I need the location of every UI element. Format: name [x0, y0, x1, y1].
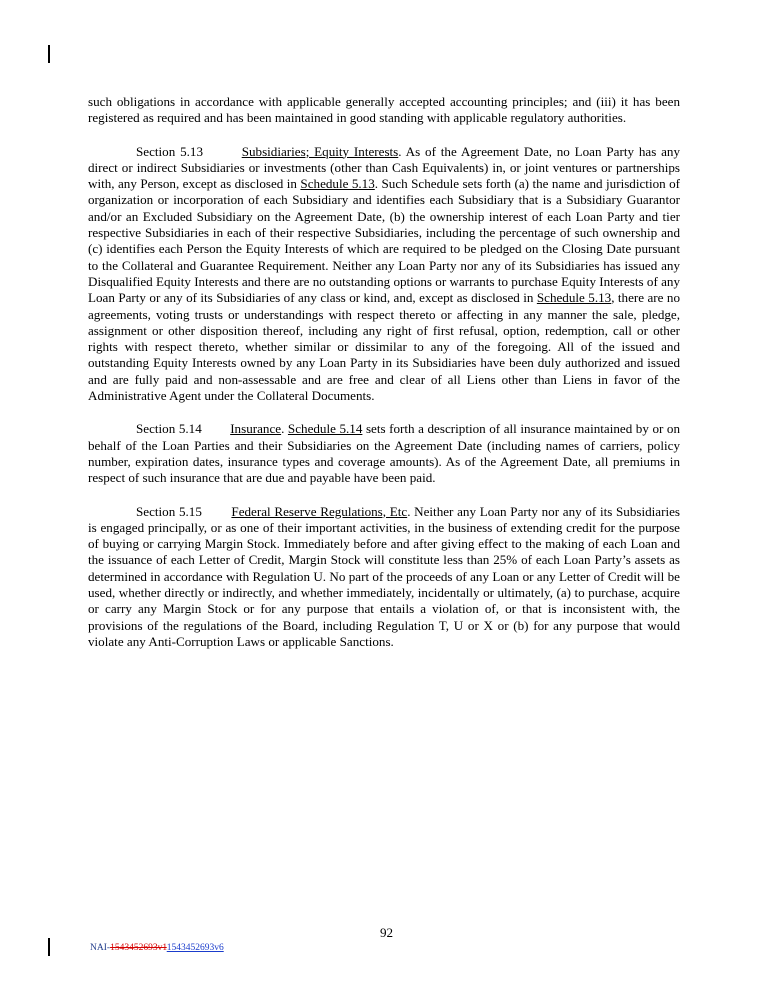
section-title: Federal Reserve Regulations, Etc: [231, 503, 408, 519]
section-text: , there are no agreements, voting trusts or understandings with respect thereto or affecting in any manner the sale, pledge, assignment or other disposition thereof, including any right of first refusal, option, redemption, call or other rights with respect thereto, whether similar or dissimilar to any of the foregoing. All of the issued and outstanding Equity Interests owned by any Loan Party in its Subsidiaries have been duly authorized and issued and are fully paid and non-assessable and are free and clear of all Liens other than Liens in favor of the Administrative Agent under the Collateral Documents.: [88, 290, 680, 404]
section-text: . Neither any Loan Party nor any of its Subsidiaries is engaged principally, or as one of their important activities, in the business of extending credit for the purpose of buying or carrying Margin Stock. Immediately before and after giving effect to the making of each Loan and the issuance of each Letter of Credit, Margin Stock will constitute less than 25% of each Loan Party’s assets as determined in accordance with Regulation U. No part of the proceeds of any Loan or any Letter of Credit will be used, whether directly or indirectly, and whether immediately, incidentally or ultimately, (a) to purchase, acquire or carry any Margin Stock or for any purpose that entails a violation of, or that is inconsistent with, the provisions of the regulations of the Board, including Regulation T, U or X or (b) for any purpose that would violate any Anti-Corruption Laws or applicable Sanctions.: [88, 503, 681, 649]
page-number: 92: [379, 925, 394, 940]
schedule-reference: Schedule 5.14: [287, 421, 363, 437]
section-title: Subsidiaries; Equity Interests: [241, 143, 399, 159]
intro-paragraph: such obligations in accordance with applicable generally accepted accounting principles; and (iii) it has been registered as required and has been maintained in good standing with applicable regulatory authorities.: [88, 94, 680, 126]
section-5-15: [88, 504, 680, 651]
doc-id-prefix: NAI-: [90, 943, 111, 953]
doc-id-deleted: 1543452693v1: [110, 943, 167, 953]
section-text: sets forth a description of all insurance maintained by or on behalf of the Loan Parties and their Subsidiaries on the Agreement Date (including names of carriers, policy number, expiration dates, insurance types and coverage amounts). As of the Agreement Date, all premiums in respect of such insurance that are due and payable have been paid.: [88, 421, 681, 486]
schedule-reference: Schedule 5.13: [536, 290, 612, 306]
body-text: [88, 94, 680, 667]
section-number: Section 5.13: [136, 143, 204, 159]
section-5-13: [88, 144, 680, 405]
section-text: .: [281, 421, 288, 437]
section-5-14: [88, 421, 680, 486]
doc-id-inserted: 1543452693v6: [166, 943, 224, 953]
change-bar-top: [48, 45, 50, 63]
schedule-reference: Schedule 5.13: [300, 176, 375, 192]
section-number: Section 5.14: [136, 421, 202, 437]
section-number: Section 5.15: [136, 503, 202, 519]
document-id-footer: [90, 943, 224, 953]
section-text: . Such Schedule sets forth (a) the name and jurisdiction of organization or incorporation of each Subsidiary and identifies each Subsidiary that is a Subsidiary Guarantor and/or an Excluded Subsidiary on the Agreement Date, (b) the ownership interest of each Loan Party and tier respective Subsidiaries in each of their respective Subsidiaries, including the percentage of such ownership and (c) identifies each Person the Equity Interests of which are required to be pledged on the Closing Date pursuant to the Collateral and Guarantee Requirement. Neither any Loan Party nor any of its Subsidiaries has issued any Disqualified Equity Interests and there are no outstanding options or warrants to purchase Equity Interests of any Loan Party or any of its Subsidiaries of any class or kind, and, except as disclosed in: [88, 176, 681, 306]
section-title: Insurance: [230, 421, 282, 437]
section-text: . As of the Agreement Date, no Loan Party has any direct or indirect Subsidiaries or investments (other than Cash Equivalents) in, or joint ventures or partnerships with, any Person, except as disclosed in: [88, 143, 681, 192]
